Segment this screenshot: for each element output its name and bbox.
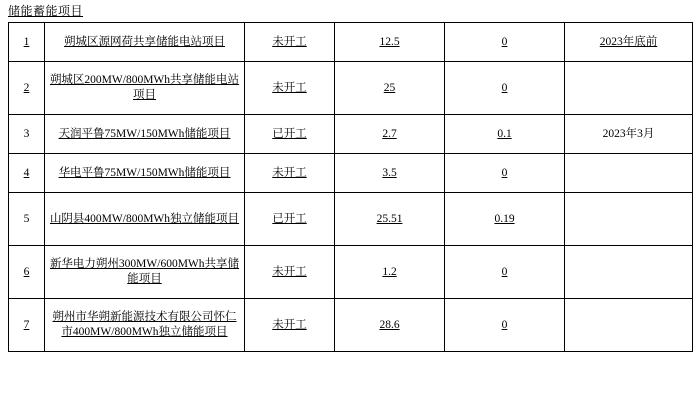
cell-index: 4 (9, 154, 45, 193)
cell-status: 未开工 (245, 246, 335, 299)
cell-invest: 0 (445, 23, 565, 62)
cell-date (565, 246, 693, 299)
cell-status: 未开工 (245, 23, 335, 62)
table-row (9, 154, 693, 193)
cell-invest: 0 (445, 299, 565, 352)
cell-scale: 25.51 (335, 193, 445, 246)
table-row (9, 246, 693, 299)
cell-date (565, 299, 693, 352)
cell-index: 3 (9, 115, 45, 154)
cell-status: 已开工 (245, 115, 335, 154)
cell-invest: 0 (445, 246, 565, 299)
cell-status: 未开工 (245, 62, 335, 115)
cell-project-name: 朔城区200MW/800MWh共享储能电站项目 (45, 62, 245, 115)
cell-scale: 12.5 (335, 23, 445, 62)
cell-date (565, 62, 693, 115)
cell-date (565, 154, 693, 193)
cell-index: 7 (9, 299, 45, 352)
cell-date: 2023年底前 (565, 23, 693, 62)
table-row (9, 299, 693, 352)
cell-invest: 0 (445, 154, 565, 193)
cell-project-name: 新华电力朔州300MW/600MWh共享储能项目 (45, 246, 245, 299)
cell-project-name: 朔州市华朔新能源技术有限公司怀仁市400MW/800MWh独立储能项目 (45, 299, 245, 352)
cell-invest: 0 (445, 62, 565, 115)
cell-status: 已开工 (245, 193, 335, 246)
cell-scale: 2.7 (335, 115, 445, 154)
cell-index: 2 (9, 62, 45, 115)
cell-project-name: 华电平鲁75MW/150MWh储能项目 (45, 154, 245, 193)
table-wrapper (0, 20, 700, 352)
section-title: 储能蓄能项目 (8, 4, 84, 18)
cell-index: 6 (9, 246, 45, 299)
table-row (9, 193, 693, 246)
table-row (9, 115, 693, 154)
table-row (9, 23, 693, 62)
cell-scale: 25 (335, 62, 445, 115)
cell-project-name: 山阴县400MW/800MWh独立储能项目 (45, 193, 245, 246)
storage-projects-table (8, 22, 693, 352)
cell-invest: 0.19 (445, 193, 565, 246)
table-body (9, 23, 693, 352)
cell-index: 5 (9, 193, 45, 246)
table-row (9, 62, 693, 115)
cell-scale: 3.5 (335, 154, 445, 193)
cell-scale: 28.6 (335, 299, 445, 352)
cell-project-name: 朔城区源网荷共享储能电站项目 (45, 23, 245, 62)
cell-date: 2023年3月 (565, 115, 693, 154)
cell-date (565, 193, 693, 246)
cell-index: 1 (9, 23, 45, 62)
cell-project-name: 天润平鲁75MW/150MWh储能项目 (45, 115, 245, 154)
cell-status: 未开工 (245, 154, 335, 193)
cell-status: 未开工 (245, 299, 335, 352)
cell-scale: 1.2 (335, 246, 445, 299)
cell-invest: 0.1 (445, 115, 565, 154)
